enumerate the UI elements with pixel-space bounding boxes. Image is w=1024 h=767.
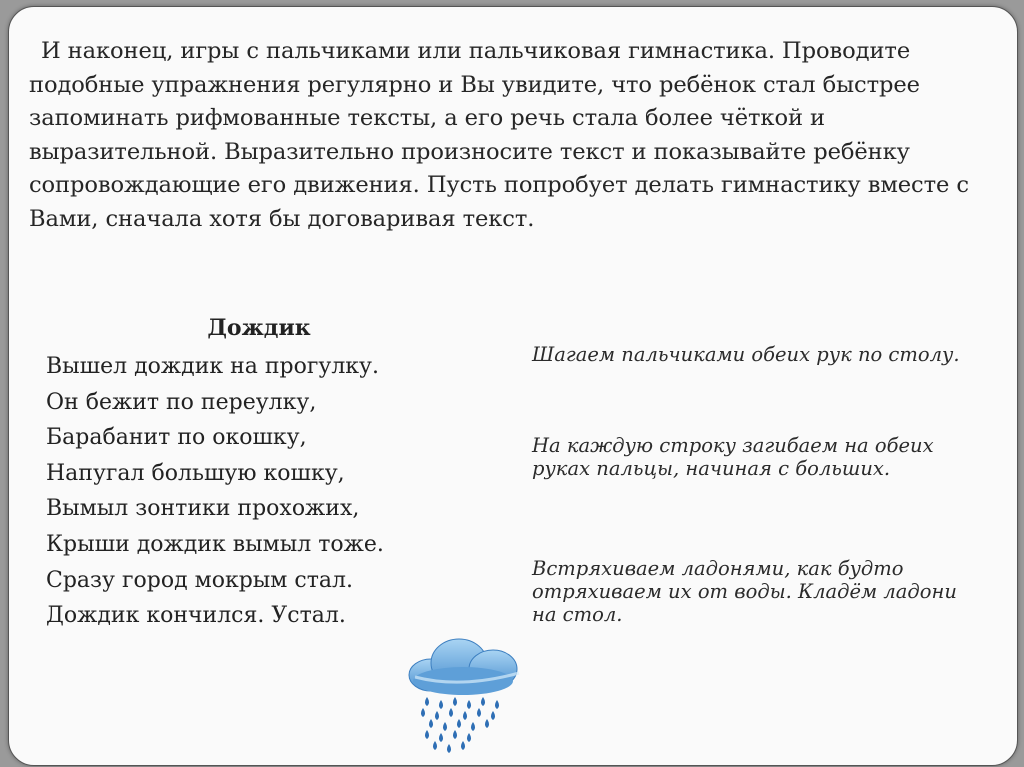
rain-drop [467, 733, 471, 742]
rain-drop [495, 700, 499, 709]
poem-line: Барабанит по окошку, [46, 425, 307, 451]
rain-drop [461, 741, 465, 750]
rain-drop [433, 741, 437, 750]
rain-drop [485, 719, 489, 728]
rain-drop [457, 719, 461, 728]
rain-drop [435, 711, 439, 720]
rain-drop [421, 708, 425, 717]
slide [8, 6, 1018, 766]
rain-drop [425, 730, 429, 739]
rain-drop [453, 730, 457, 739]
rain-drop [449, 708, 453, 717]
rain-drop [453, 697, 457, 706]
poem-lines [46, 349, 384, 634]
rain-drop [491, 711, 495, 720]
rain-cloud-icon [401, 631, 531, 756]
poem-line: Сразу город мокрым стал. [46, 567, 353, 593]
rain-drop [439, 700, 443, 709]
poem-line: Вымыл зонтики прохожих, [46, 496, 360, 522]
instruction-note: Встряхиваем ладонями, как будто отряхиваем их от воды. Кладём ладони на стол. [532, 557, 957, 626]
rain-drops [421, 697, 499, 753]
poem-line: Напугал большую кошку, [46, 460, 345, 486]
poem-title: Дождик [207, 315, 311, 341]
rain-drop [481, 697, 485, 706]
cloud-shape [409, 639, 519, 695]
intro-paragraph: И наконец, игры с пальчиками или пальчиковая гимнастика. Проводите подобные упражнения регулярно и Вы увидите, что ребёнок стал быстрее запоминать рифмованные тексты, а его речь стала более чёткой и выразительной. Выразительно произносите текст и показывайте ребёнку сопровождающие его движения. Пусть попробует делать гимнастику вместе с Вами, сначала хотя бы договаривая текст. [29, 38, 969, 232]
rain-drop [425, 697, 429, 706]
rain-drop [467, 700, 471, 709]
rain-drop [447, 744, 451, 753]
rain-drop [443, 722, 447, 731]
instruction-note: Шагаем пальчиками обеих рук по столу. [532, 343, 960, 366]
rain-drop [439, 733, 443, 742]
poem-line: Вышел дождик на прогулку. [46, 354, 379, 379]
poem-line: Крыши дождик вымыл тоже. [46, 531, 384, 557]
poem-line: Он бежит по переулку, [46, 389, 317, 415]
rain-drop [429, 719, 433, 728]
poem-line: Дождик кончился. Устал. [46, 603, 346, 629]
rain-drop [477, 708, 481, 717]
rain-drop [463, 711, 467, 720]
rain-drop [471, 722, 475, 731]
instruction-note: На каждую строку загибаем на обеих руках пальцы, начиная с больших. [532, 434, 934, 480]
